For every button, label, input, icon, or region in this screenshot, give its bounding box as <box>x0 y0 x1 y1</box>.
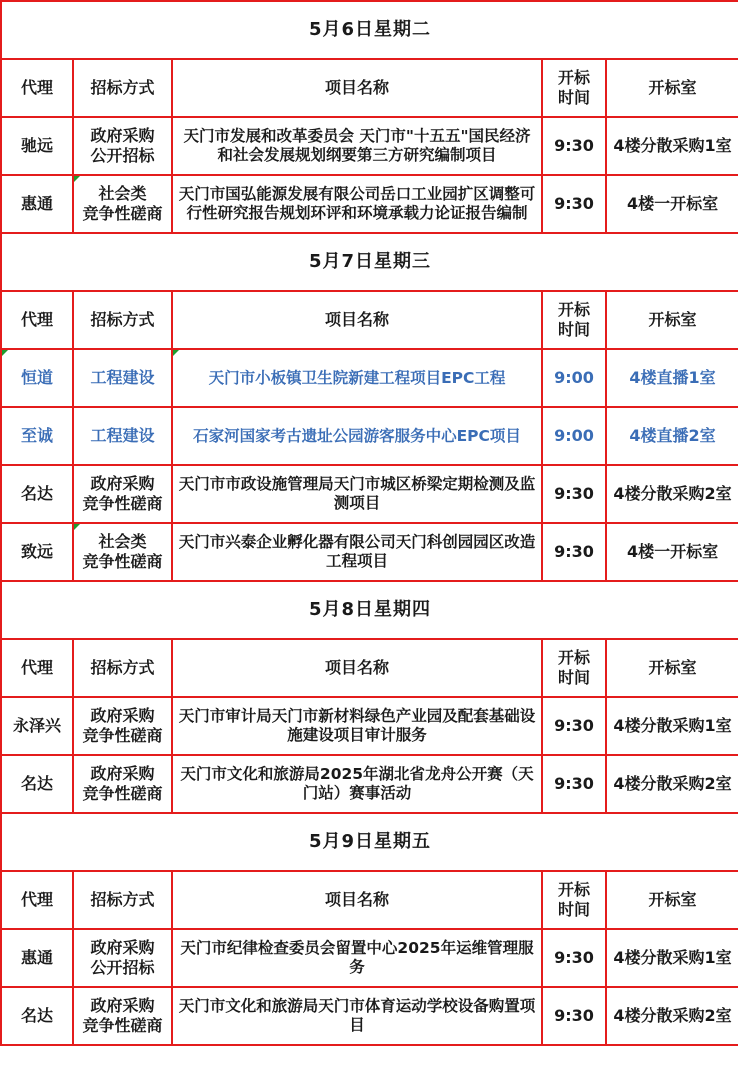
time-cell: 9:30 <box>542 697 606 755</box>
agent-cell: 致远 <box>1 523 73 581</box>
col-project: 项目名称 <box>172 59 542 117</box>
project-cell: 天门市兴泰企业孵化器有限公司天门科创园园区改造工程项目 <box>172 523 542 581</box>
method-cell: 社会类 竞争性磋商 <box>73 175 172 233</box>
project-cell: 天门市审计局天门市新材料绿色产业园及配套基础设施建设项目审计服务 <box>172 697 542 755</box>
col-room: 开标室 <box>606 59 738 117</box>
method-cell: 政府采购 竞争性磋商 <box>73 755 172 813</box>
col-time: 开标 时间 <box>542 59 606 117</box>
col-project: 项目名称 <box>172 291 542 349</box>
day-header-row <box>1 813 738 871</box>
col-time: 开标 时间 <box>542 291 606 349</box>
agent-cell: 至诚 <box>1 407 73 465</box>
day-header-row <box>1 233 738 291</box>
agent-cell: 永泽兴 <box>1 697 73 755</box>
time-cell: 9:00 <box>542 349 606 407</box>
col-method: 招标方式 <box>73 871 172 929</box>
project-cell: 石家河国家考古遗址公园游客服务中心EPC项目 <box>172 407 542 465</box>
col-time: 开标 时间 <box>542 639 606 697</box>
time-cell: 9:00 <box>542 407 606 465</box>
method-cell: 工程建设 <box>73 349 172 407</box>
room-cell: 4楼分散采购2室 <box>606 987 738 1045</box>
time-cell: 9:30 <box>542 523 606 581</box>
time-cell: 9:30 <box>542 755 606 813</box>
project-cell: 天门市发展和改革委员会 天门市"十五五"国民经济和社会发展规划纲要第三方研究编制项目 <box>172 117 542 175</box>
agent-cell: 惠通 <box>1 929 73 987</box>
col-room: 开标室 <box>606 639 738 697</box>
col-room: 开标室 <box>606 871 738 929</box>
time-cell: 9:30 <box>542 987 606 1045</box>
table-row <box>1 349 738 407</box>
agent-cell: 惠通 <box>1 175 73 233</box>
agent-cell: 驰远 <box>1 117 73 175</box>
table-row <box>1 929 738 987</box>
day-header-row <box>1 1 738 59</box>
table-row <box>1 407 738 465</box>
method-cell: 政府采购 竞争性磋商 <box>73 697 172 755</box>
col-room: 开标室 <box>606 291 738 349</box>
room-cell: 4楼一开标室 <box>606 523 738 581</box>
table-row <box>1 175 738 233</box>
room-cell: 4楼分散采购1室 <box>606 697 738 755</box>
day-title: 5月9日星期五 <box>1 813 738 871</box>
column-header-row <box>1 291 738 349</box>
room-cell: 4楼分散采购2室 <box>606 755 738 813</box>
col-project: 项目名称 <box>172 639 542 697</box>
room-cell: 4楼直播2室 <box>606 407 738 465</box>
column-header-row <box>1 871 738 929</box>
col-method: 招标方式 <box>73 639 172 697</box>
day-title: 5月6日星期二 <box>1 1 738 59</box>
col-time: 开标 时间 <box>542 871 606 929</box>
day-title: 5月7日星期三 <box>1 233 738 291</box>
column-header-row <box>1 59 738 117</box>
method-cell: 政府采购 公开招标 <box>73 117 172 175</box>
agent-cell: 名达 <box>1 755 73 813</box>
method-cell: 政府采购 公开招标 <box>73 929 172 987</box>
agent-cell: 名达 <box>1 465 73 523</box>
method-cell: 政府采购 竞争性磋商 <box>73 987 172 1045</box>
time-cell: 9:30 <box>542 465 606 523</box>
project-cell: 天门市纪律检查委员会留置中心2025年运维管理服务 <box>172 929 542 987</box>
project-cell: 天门市国弘能源发展有限公司岳口工业园扩区调整可行性研究报告规划环评和环境承载力论证报告编制 <box>172 175 542 233</box>
col-method: 招标方式 <box>73 59 172 117</box>
method-cell: 政府采购 竞争性磋商 <box>73 465 172 523</box>
project-cell: 天门市小板镇卫生院新建工程项目EPC工程 <box>172 349 542 407</box>
table-row <box>1 987 738 1045</box>
project-cell: 天门市文化和旅游局2025年湖北省龙舟公开赛（天门站）赛事活动 <box>172 755 542 813</box>
agent-cell: 恒道 <box>1 349 73 407</box>
col-agent: 代理 <box>1 59 73 117</box>
project-cell: 天门市市政设施管理局天门市城区桥梁定期检测及监测项目 <box>172 465 542 523</box>
col-method: 招标方式 <box>73 291 172 349</box>
col-agent: 代理 <box>1 639 73 697</box>
table-row <box>1 523 738 581</box>
col-agent: 代理 <box>1 871 73 929</box>
method-cell: 社会类 竞争性磋商 <box>73 523 172 581</box>
day-header-row <box>1 581 738 639</box>
project-cell: 天门市文化和旅游局天门市体育运动学校设备购置项目 <box>172 987 542 1045</box>
table-row <box>1 755 738 813</box>
method-cell: 工程建设 <box>73 407 172 465</box>
time-cell: 9:30 <box>542 117 606 175</box>
room-cell: 4楼分散采购1室 <box>606 929 738 987</box>
col-agent: 代理 <box>1 291 73 349</box>
time-cell: 9:30 <box>542 929 606 987</box>
table-row <box>1 117 738 175</box>
room-cell: 4楼分散采购1室 <box>606 117 738 175</box>
time-cell: 9:30 <box>542 175 606 233</box>
table-row <box>1 697 738 755</box>
agent-cell: 名达 <box>1 987 73 1045</box>
column-header-row <box>1 639 738 697</box>
room-cell: 4楼一开标室 <box>606 175 738 233</box>
table-row <box>1 465 738 523</box>
day-title: 5月8日星期四 <box>1 581 738 639</box>
room-cell: 4楼直播1室 <box>606 349 738 407</box>
room-cell: 4楼分散采购2室 <box>606 465 738 523</box>
col-project: 项目名称 <box>172 871 542 929</box>
